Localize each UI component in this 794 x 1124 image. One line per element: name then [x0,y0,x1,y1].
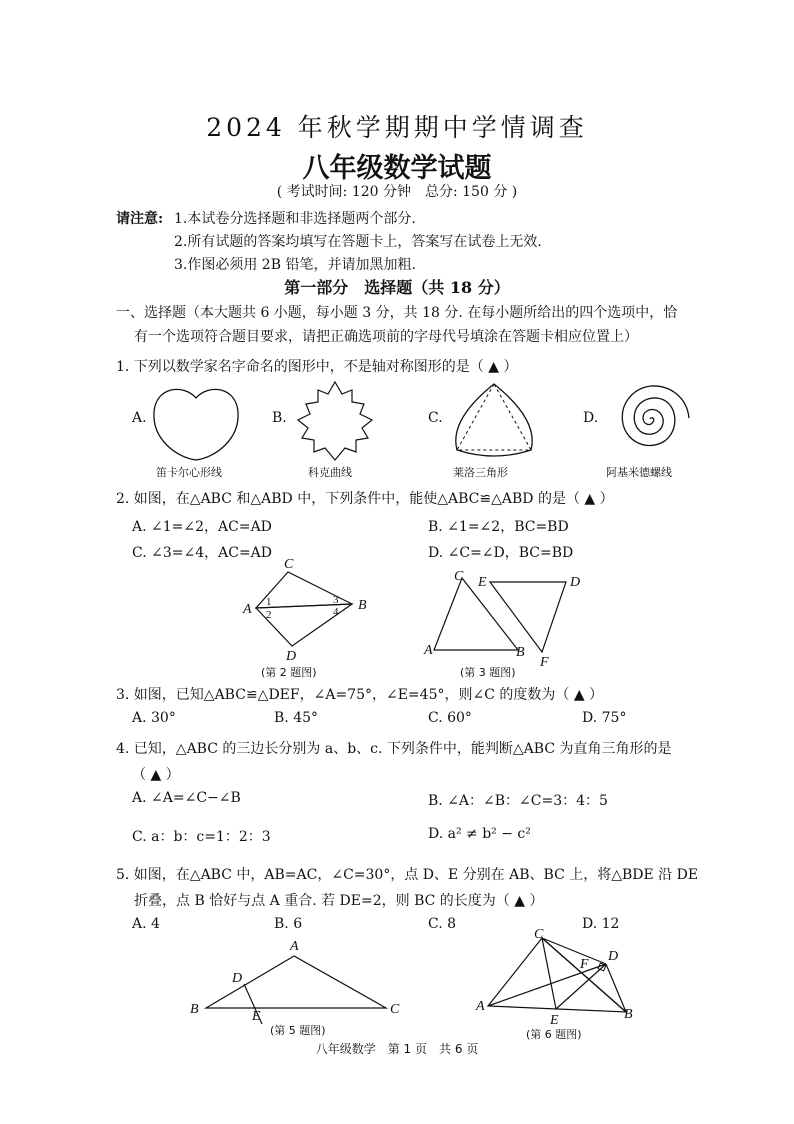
q5-label-d: D [232,971,243,986]
q1-caption-b: 科克曲线 [308,466,352,479]
q4-option-c: C. a：b：c=1：2：3 [132,829,271,845]
q2-option-a: A. ∠1=∠2，AC=AD [132,519,272,535]
q2-label-c: C [284,557,294,572]
q4-stem-line2: （ ▲ ） [132,767,180,783]
q2-stem: 2. 如图，在△ABC 和△ABD 中，下列条件中，能使△ABC≌△ABD 的是（ ▲ ） [116,491,614,507]
q5-label-c: C [390,1002,400,1017]
q5-stem-line1: 5. 如图，在△ABC 中，AB=AC，∠C=30°，点 D、E 分别在 AB、BC 上，将△BDE 沿 DE [116,867,699,883]
q4-option-a: A. ∠A=∠C−∠B [132,790,241,806]
q5-label-e: E [252,1009,261,1024]
q2-label-d: D [286,649,297,662]
q3-option-d: D. 75° [582,710,627,726]
q5-figure-caption: (第 5 题图) [270,1024,326,1037]
section-heading-line2: 有一个选项符合题目要求，请把正确选项前的字母代号填涂在答题卡相应位置上） [134,329,638,345]
q3-label-b: B [516,645,525,660]
q5-label-b: B [190,1002,199,1017]
q5-option-a: A. 4 [132,916,160,932]
q2-angle-2: 2 [266,609,272,621]
q1-option-c-label: C. [428,410,443,426]
q2-option-c: C. ∠3=∠4，AC=AD [132,545,273,561]
archimedean-spiral-figure [605,376,695,462]
q5-figure [186,936,412,1032]
q3-option-c: C. 60° [428,710,472,726]
q2-figure-caption: (第 2 题图) [261,666,317,679]
q2-angle-1: 1 [266,596,272,608]
q6-label-f: F [580,957,589,972]
q2-angle-4: 4 [333,606,339,618]
q1-stem: 1. 下列以数学家名字命名的图形中，不是轴对称图形的是（ ▲ ） [116,359,518,375]
q6-label-b: B [624,1007,633,1022]
q1-caption-d: 阿基米德螺线 [606,466,672,479]
q5-stem-line2: 折叠，点 B 恰好与点 A 重合. 若 DE=2，则 BC 的长度为（ ▲ ） [134,893,544,909]
q3-option-a: A. 30° [132,710,176,726]
q5-option-b: B. 6 [274,916,303,932]
q5-label-a: A [290,939,299,954]
page-subtitle: 八年级数学试题 [302,153,492,184]
q3-label-a: A [424,643,433,658]
q2-option-b: B. ∠1=∠2，BC=BD [428,519,569,535]
q3-figure-caption: (第 3 题图) [460,666,516,679]
notice-item-1: 1.本试卷分选择题和非选择题两个部分. [174,211,416,227]
q1-option-b-label: B. [272,410,287,426]
reuleaux-triangle-figure [447,380,541,462]
cardioid-figure [150,382,242,462]
q2-option-d: D. ∠C=∠D，BC=BD [428,545,574,561]
q1-caption-a: 笛卡尔心形线 [156,466,222,479]
q3-option-b: B. 45° [274,710,319,726]
q5-option-c: C. 8 [428,916,457,932]
q4-stem-line1: 4. 已知，△ABC 的三边长分别为 a、b、c. 下列条件中，能判断△ABC 为直角三角形的是 [116,741,672,757]
part-title: 第一部分 选择题（共 18 分） [284,278,510,297]
q2-figure [240,556,380,662]
q1-caption-c: 莱洛三角形 [453,466,508,479]
q3-stem: 3. 如图，已知△ABC≌△DEF，∠A=75°，∠E=45°，则∠C 的度数为（ ▲ ） [116,687,604,703]
q3-label-f: F [540,655,549,670]
page-footer: 八年级数学 第 1 页 共 6 页 [315,1042,479,1056]
q6-figure-caption: (第 6 题图) [526,1028,582,1041]
q3-figure [420,566,600,670]
q6-label-c: C [534,927,544,942]
q4-option-b: B. ∠A：∠B：∠C=3：4：5 [428,793,608,809]
exam-info: ( 考试时间: 120 分钟 总分: 150 分 ) [276,184,518,200]
notice-item-3: 3.作图必须用 2B 铅笔，并请加黑加粗. [174,257,416,273]
q4-option-d: D. a² ≠ b² − c² [428,826,531,842]
q2-label-a: A [243,602,252,617]
q1-option-a-label: A. [132,410,147,426]
section-heading-line1: 一、选择题（本大题共 6 小题，每小题 3 分，共 18 分. 在每小题所给出的四个选项中，恰 [116,305,678,321]
q6-label-a: A [476,999,485,1014]
q2-label-b: B [358,598,367,613]
q2-angle-3: 3 [333,594,339,606]
q3-label-d: D [570,575,581,590]
q3-label-c: C [454,569,464,584]
q6-label-e: E [550,1013,559,1028]
q5-option-d: D. 12 [582,916,620,932]
notice-label: 请注意: [116,211,164,227]
koch-snowflake-figure [290,380,380,462]
q6-figure [474,924,644,1030]
q3-label-e: E [478,575,487,590]
page-title: 2024 年秋学期期中学情调查 [206,113,588,142]
q6-label-d: D [608,949,619,964]
q1-option-d-label: D. [583,410,599,426]
notice-item-2: 2.所有试题的答案均填写在答题卡上，答案写在试卷上无效. [174,234,542,250]
